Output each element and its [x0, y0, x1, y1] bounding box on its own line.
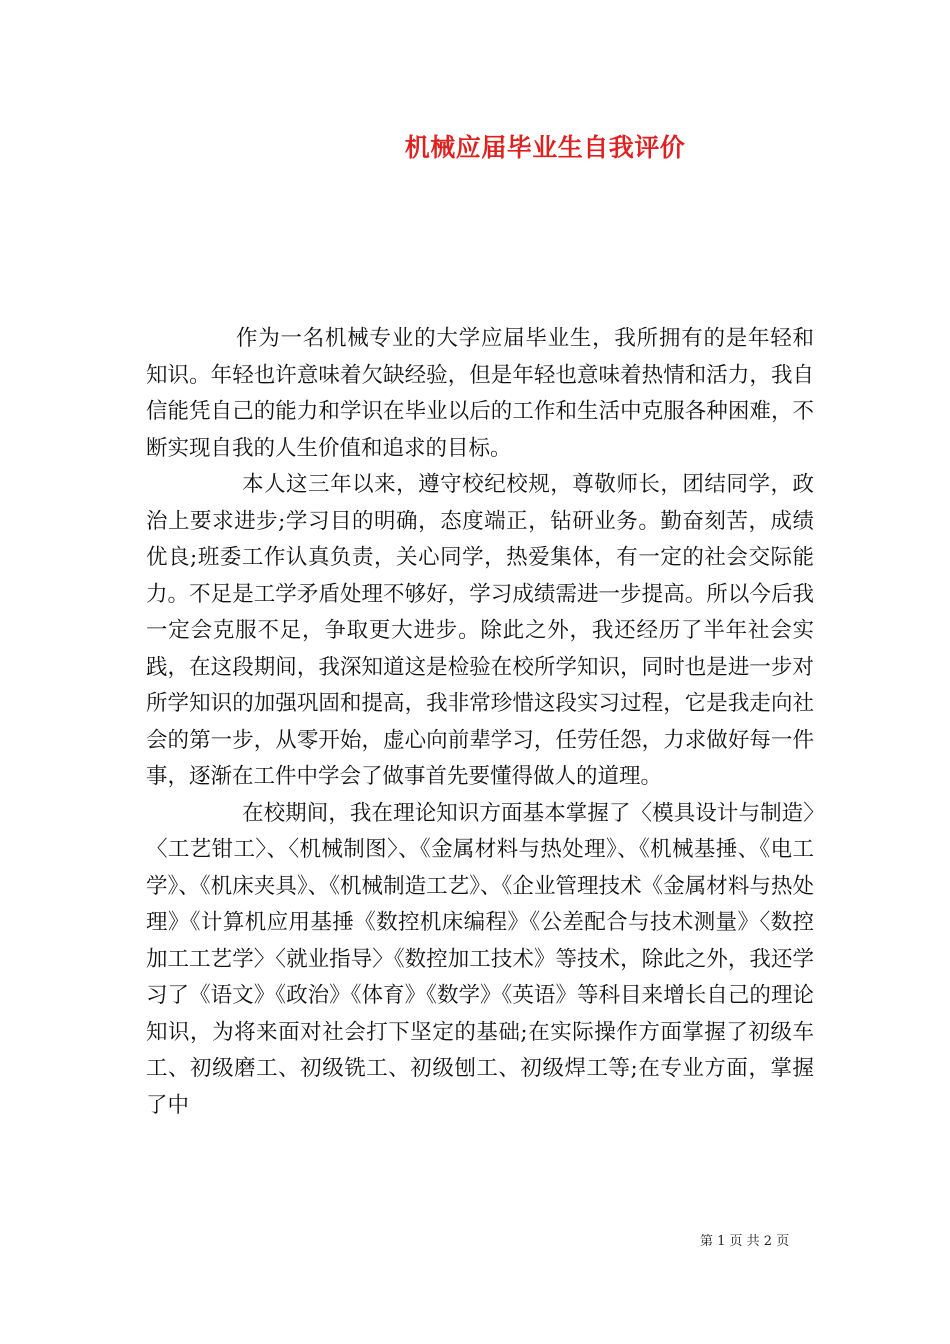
paragraph-1: 作为一名机械专业的大学应届毕业生，我所拥有的是年轻和知识。年轻也许意味着欠缺经验，但是年轻也意味着热情和活力，我自信能凭自己的能力和学识在毕业以后的工作和生活中克服各种困难，不断实现自我的人生价值和追求的目标。	[146, 326, 814, 461]
document-body	[146, 321, 814, 1124]
page-footer: 第 1 页 共 2 页	[700, 1234, 790, 1249]
paragraph-2: 本人这三年以来，遵守校纪校规，尊敬师长，团结同学，政治上要求进步;学习目的明确，态度端正，钻研业务。勤奋刻苦，成绩优良;班委工作认真负责，关心同学，热爱集体，有一定的社会交际能力。不足是工学矛盾处理不够好，学习成绩需进一步提高。所以今后我一定会克服不足，争取更大进步。除此之外，我还经历了半年社会实践，在这段期间，我深知道这是检验在校所学知识，同时也是进一步对所学知识的加强巩固和提高，我非常珍惜这段实习过程，它是我走向社会的第一步，从零开始，虚心向前辈学习，任劳任怨，力求做好每一件事，逐渐在工件中学会了做事首先要懂得做人的道理。	[146, 472, 814, 789]
document-title: 机械应届毕业生自我评价	[404, 133, 686, 162]
paragraph-3: 在校期间，我在理论知识方面基本掌握了〈模具设计与制造〉〈工艺钳工〉、〈机械制图〉、《金属材料与热处理》、《机械基捶、《电工学》、《机床夹具》、《机械制造工艺》、《企业管理技术《金属材料与热处理》《计算机应用基捶《数控机床编程》《公差配合与技术测量》〈数控加工工艺学〉〈就业指导〉《数控加工技术》等技术，除此之外，我还学习了《语文》《政治》《体育》《数学》《英语》等科目来增长自己的理论知识，为将来面对社会打下坚定的基础;在实际操作方面掌握了初级车工、初级磨工、初级铣工、初级刨工、初级焊工等;在专业方面，掌握了中	[146, 800, 814, 1118]
